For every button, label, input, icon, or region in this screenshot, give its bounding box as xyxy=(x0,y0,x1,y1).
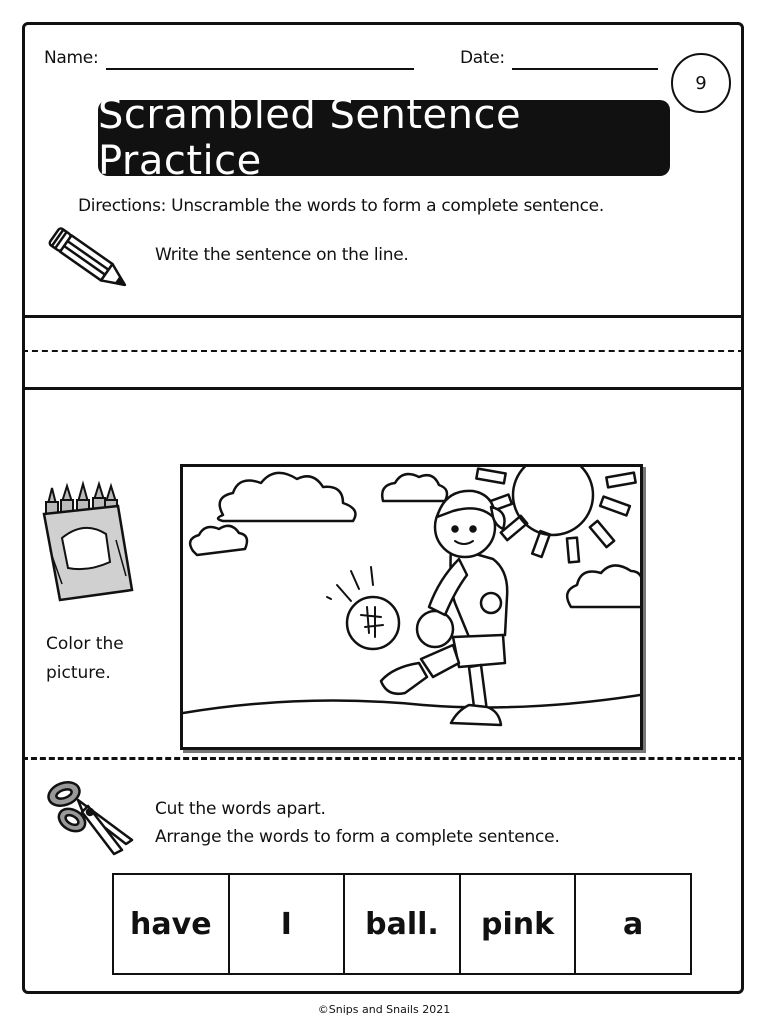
cut-dashed-line xyxy=(22,757,744,760)
write-instruction: Write the sentence on the line. xyxy=(155,245,409,265)
title-banner xyxy=(98,92,670,184)
crayon-box-icon xyxy=(40,480,136,606)
page-number-badge xyxy=(671,53,731,113)
page-number: 9 xyxy=(695,72,707,94)
word-card[interactable]: I xyxy=(230,875,346,973)
cut-instruction-line2: Arrange the words to form a complete sentence. xyxy=(155,827,560,847)
cut-instruction-line1: Cut the words apart. xyxy=(155,799,326,819)
color-instruction-line1: Color the xyxy=(46,634,124,654)
name-field[interactable] xyxy=(106,68,414,70)
coloring-picture[interactable] xyxy=(180,464,643,750)
word-card[interactable]: pink xyxy=(461,875,577,973)
word-card[interactable]: a xyxy=(623,906,644,942)
copyright-footer: ©Snips and Snails 2021 xyxy=(317,1003,451,1016)
word-cards xyxy=(112,873,692,975)
writing-area-top-line xyxy=(22,315,744,318)
writing-guide-dashed-line xyxy=(22,350,744,352)
date-label: Date: xyxy=(460,48,505,68)
cloud-left xyxy=(218,473,355,521)
cloud-top xyxy=(382,474,447,501)
word-card[interactable]: have xyxy=(114,875,230,973)
cloud-right xyxy=(567,565,640,607)
ground xyxy=(183,695,640,713)
soccer-ball xyxy=(347,597,399,649)
page-title: Scrambled Sentence Practice xyxy=(98,92,522,184)
name-label: Name: xyxy=(44,48,99,68)
scissors-icon xyxy=(42,770,142,860)
word-card[interactable]: ball. xyxy=(345,875,461,973)
color-instruction-line2: picture. xyxy=(46,663,111,683)
directions-text: Directions: Unscramble the words to form a complete sentence. xyxy=(78,196,604,216)
girl-figure xyxy=(381,491,507,725)
motion-lines xyxy=(327,567,373,601)
date-field[interactable] xyxy=(512,68,658,70)
color-instruction xyxy=(46,630,124,688)
girl-kicking-ball-illustration xyxy=(183,467,640,747)
pencil-icon xyxy=(42,224,136,298)
cut-instruction xyxy=(155,795,560,851)
writing-area-baseline[interactable] xyxy=(22,387,744,390)
cloud-small xyxy=(190,526,247,555)
